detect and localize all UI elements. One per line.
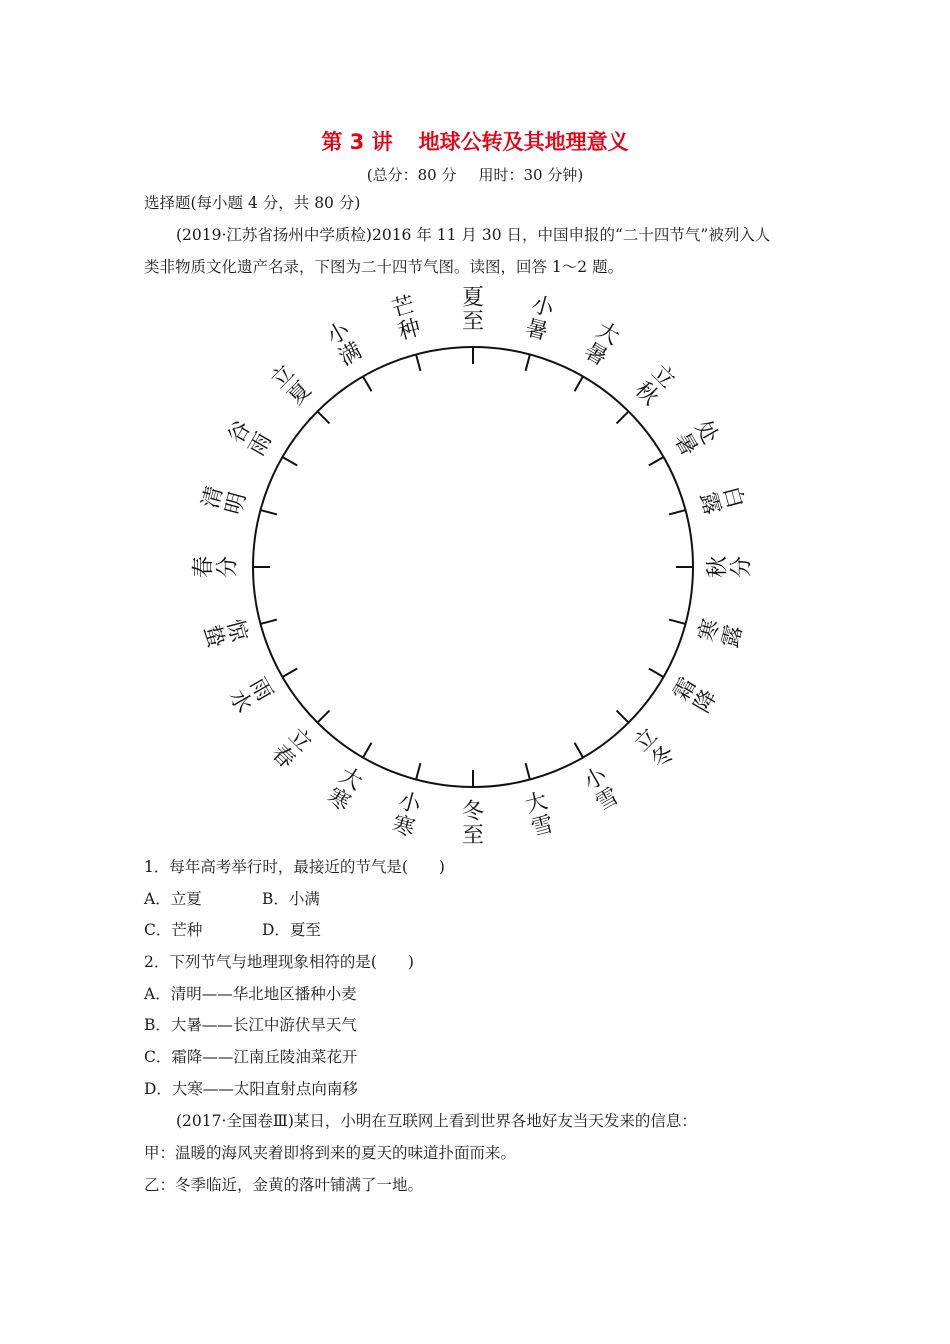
solar-term-labels (192, 286, 755, 849)
score-time-info (0, 164, 950, 185)
solar-term-char: 白 (717, 483, 748, 512)
term-tick (282, 457, 297, 466)
solar-term-char: 雪 (528, 811, 557, 842)
solar-term-char: 立 (646, 360, 680, 394)
solar-term-label (224, 674, 277, 718)
term-tick (526, 354, 530, 370)
solar-term-label (695, 484, 748, 518)
term-tick (617, 411, 629, 423)
total-score: (总分：80 分 (366, 166, 457, 184)
solar-term-char: 小 (528, 292, 557, 323)
solar-term-char: 暑 (522, 315, 551, 346)
question-1-option-b[interactable]: B．小满 (262, 890, 320, 908)
solar-term-char: 雨 (244, 673, 278, 706)
solar-term-char: 暑 (668, 428, 702, 461)
term-tick (575, 743, 584, 758)
solar-term-char: 立 (266, 360, 300, 394)
term-tick (669, 620, 685, 624)
solar-term-label (523, 292, 558, 345)
section-heading: 选择题(每小题 4 分，共 80 分) (144, 194, 361, 212)
solar-term-char: 种 (395, 315, 424, 346)
intro-paragraph-line-2: 类非物质文化遗产名录，下图为二十四节气图。读图，回答 1～2 题。 (144, 258, 624, 276)
solar-term-char: 惊 (221, 616, 252, 645)
term-tick (649, 457, 664, 466)
term-tick (260, 510, 276, 514)
solar-term-label (580, 318, 624, 371)
term-tick (649, 669, 664, 678)
solar-term-char: 水 (223, 685, 257, 718)
solar-term-label (323, 763, 367, 816)
solar-term-char: 寒 (322, 783, 355, 817)
lesson-topic: 地球公转及其地理意义 (418, 130, 629, 154)
lesson-number: 第 3 讲 (321, 130, 393, 154)
solar-term-char: 霜 (668, 673, 702, 706)
solar-term-label (266, 724, 316, 774)
term-tick (317, 711, 329, 723)
solar-term-char: 谷 (223, 416, 257, 449)
tick-marks (253, 347, 693, 787)
question-1-option-a[interactable]: A．立夏 (144, 890, 202, 908)
question-2-option-c[interactable]: C．霜降——江南丘陵油菜花开 (144, 1048, 358, 1066)
intro2-line-2: 甲：温暖的海风夹着即将到来的夏天的味道扑面而来。 (144, 1144, 517, 1162)
solar-term-label (390, 292, 424, 345)
solar-term-char: 雨 (244, 428, 278, 461)
solar-term-char: 春 (191, 555, 217, 579)
solar-terms-diagram (0, 270, 950, 860)
term-tick (575, 376, 584, 391)
question-1-stem: 1．每年高考举行时，最接近的节气是( ) (144, 858, 445, 876)
solar-term-label (224, 417, 277, 461)
term-tick (669, 510, 685, 514)
question-2-option-d[interactable]: D．大寒——太阳直射点向南移 (144, 1080, 358, 1098)
solar-term-char: 冬 (646, 740, 680, 774)
page-title (0, 126, 950, 156)
question-2-option-b[interactable]: B．大暑——长江中游伏旱天气 (144, 1016, 357, 1034)
solar-term-char: 露 (694, 489, 725, 518)
solar-term-label (462, 286, 484, 335)
question-2-option-a[interactable]: A．清明——华北地区播种小麦 (144, 985, 357, 1003)
solar-term-char: 处 (689, 416, 723, 449)
solar-term-label (706, 556, 755, 578)
solar-term-char: 春 (266, 740, 300, 774)
solar-term-char: 秋 (705, 555, 731, 579)
solar-term-label (695, 617, 748, 651)
solar-term-char: 暑 (579, 338, 612, 372)
solar-term-label (462, 800, 484, 849)
solar-term-char: 分 (215, 555, 241, 579)
solar-term-char: 满 (334, 338, 367, 372)
term-tick (416, 354, 420, 370)
solar-term-char: 明 (221, 489, 252, 518)
solar-term-char: 夏 (461, 285, 485, 311)
solar-term-label (323, 317, 367, 371)
solar-term-label (390, 789, 425, 842)
solar-term-char: 雪 (591, 783, 624, 817)
solar-term-label (198, 617, 251, 652)
solar-term-label (192, 556, 241, 578)
solar-term-char: 芒 (389, 292, 418, 323)
solar-term-label (523, 789, 557, 842)
term-tick (317, 411, 329, 423)
term-tick (260, 620, 276, 624)
term-tick (282, 669, 297, 678)
solar-term-char: 秋 (629, 377, 663, 411)
intro2-line-1: (2017·全国卷Ⅲ)某日，小明在互联网上看到世界各地好友当天发来的信息： (176, 1112, 697, 1130)
intro-paragraph-line-1: (2019·江苏省扬州中学质检)2016 年 11 月 30 日，中国申报的“二十四节气”被列入人 (176, 226, 771, 244)
question-1-option-c[interactable]: C．芒种 (144, 921, 203, 939)
solar-term-char: 露 (717, 622, 748, 651)
solar-term-label (198, 484, 251, 518)
time-limit: 用时：30 分钟) (478, 166, 584, 184)
intro2-line-3: 乙：冬季临近，金黄的落叶铺满了一地。 (144, 1176, 424, 1194)
solar-term-char: 冬 (461, 799, 485, 825)
solar-term-char: 大 (522, 788, 551, 819)
solar-term-label (580, 762, 624, 816)
solar-term-char: 夏 (283, 377, 317, 411)
solar-term-label (669, 674, 722, 718)
solar-term-char: 至 (461, 309, 485, 335)
question-2-stem: 2．下列节气与地理现象相符的是( ) (144, 953, 414, 971)
solar-term-char: 降 (689, 685, 723, 718)
term-tick (416, 763, 420, 779)
solar-term-char: 小 (395, 788, 424, 819)
solar-term-label (266, 360, 316, 410)
solar-term-char: 大 (334, 762, 367, 796)
solar-term-char: 寒 (694, 616, 725, 645)
solar-term-char: 立 (283, 723, 317, 757)
question-1-option-d[interactable]: D．夏至 (262, 921, 321, 939)
solar-term-char: 小 (579, 762, 612, 796)
term-tick (363, 376, 372, 391)
solar-term-char: 小 (322, 317, 355, 351)
solar-term-char: 立 (629, 723, 663, 757)
term-tick (617, 711, 629, 723)
solar-term-char: 至 (461, 823, 485, 849)
solar-term-char: 清 (198, 483, 229, 512)
solar-term-label (669, 417, 722, 461)
solar-term-char: 寒 (389, 811, 418, 842)
solar-term-char: 大 (591, 317, 624, 351)
term-tick (526, 763, 530, 779)
solar-term-char: 蛰 (198, 622, 229, 651)
solar-term-char: 分 (729, 555, 755, 579)
solar-term-label (630, 724, 680, 774)
term-tick (363, 743, 372, 758)
solar-term-label (630, 360, 680, 410)
